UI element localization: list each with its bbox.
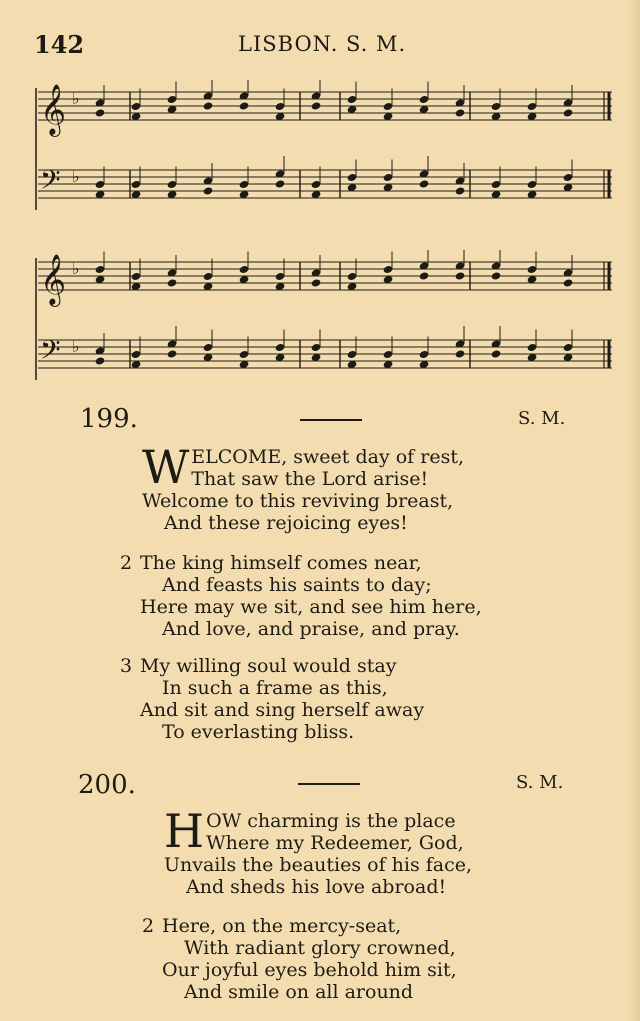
flat-icon: ♭ (72, 89, 80, 108)
verse-line: And love, and praise, and pray. (162, 618, 460, 640)
note-head (167, 278, 178, 287)
flat-icon: ♭ (72, 259, 80, 278)
bass-clef-icon: 𝄢 (40, 164, 61, 202)
verse-line: That saw the Lord arise! (191, 468, 429, 490)
note-head (275, 179, 286, 188)
music-notation-2 (30, 250, 620, 395)
verse-1 (142, 440, 464, 534)
note-head (203, 186, 214, 195)
music-system-2 (30, 250, 620, 395)
note-head (95, 108, 106, 117)
hymn-number: 200. (78, 770, 136, 800)
page-number: 142 (34, 30, 85, 59)
verse-2 (142, 915, 457, 1003)
note-head (455, 186, 466, 195)
note-head (455, 108, 466, 117)
verse-line: My willing soul would stay (140, 655, 397, 677)
note-head (203, 101, 214, 110)
note-head (491, 349, 502, 358)
note-head (419, 179, 430, 188)
verse-line: And sit and sing herself away (140, 699, 425, 721)
verse-line: And these rejoicing eyes! (164, 512, 408, 534)
verse-line: ELCOME, sweet day of rest, (191, 446, 464, 468)
verse-line: Welcome to this reviving breast, (142, 490, 454, 512)
verse-number: 2 (142, 915, 155, 937)
flat-icon: ♭ (72, 337, 80, 356)
verse-line: Here, on the mercy-seat, (162, 915, 402, 937)
treble-clef-icon: 𝄞 (40, 254, 67, 305)
note-head (311, 101, 322, 110)
verse-2 (120, 552, 482, 640)
note-head (455, 349, 466, 358)
verse-line: And sheds his love abroad! (186, 876, 447, 898)
verse-line: Unvails the beauties of his face, (164, 854, 473, 876)
drop-cap: H (164, 804, 205, 858)
verse-line: OW charming is the place (206, 810, 456, 832)
music-notation-1 (30, 80, 620, 225)
note-head (563, 108, 574, 117)
note-head (95, 356, 106, 365)
verse-line: And feasts his saints to day; (162, 574, 432, 596)
hymn-meter: S. M. (516, 772, 564, 793)
verse-line: With radiant glory crowned, (184, 937, 456, 959)
verse-number: 2 (120, 552, 133, 574)
hymn-meter: S. M. (518, 408, 566, 429)
verse-line: Here may we sit, and see him here, (140, 596, 482, 618)
note-head (167, 349, 178, 358)
music-system-1 (30, 80, 620, 225)
divider (298, 783, 360, 785)
treble-clef-icon: 𝄞 (40, 84, 67, 135)
tune-title: LISBON. S. M. (238, 32, 407, 56)
page-header (0, 30, 640, 64)
note-head (455, 271, 466, 280)
verse-line: The king himself comes near, (140, 552, 422, 574)
drop-cap: W (142, 440, 190, 494)
verse-1 (164, 804, 473, 898)
verse-3 (120, 655, 425, 743)
verse-line: To everlasting bliss. (162, 721, 355, 743)
note-head (419, 271, 430, 280)
verse-number: 3 (120, 655, 133, 677)
page-edge (626, 0, 640, 1021)
note-head (491, 271, 502, 280)
note-head (311, 278, 322, 287)
hymn-number: 199. (80, 404, 138, 434)
flat-icon: ♭ (72, 167, 80, 186)
note-head (563, 278, 574, 287)
verse-line: And smile on all around (184, 981, 414, 1003)
verse-line: In such a frame as this, (162, 677, 388, 699)
verse-line: Our joyful eyes behold him sit, (162, 959, 457, 981)
bass-clef-icon: 𝄢 (40, 334, 61, 372)
note-head (239, 101, 250, 110)
verse-line: Where my Redeemer, God, (206, 832, 464, 854)
divider (300, 419, 362, 421)
